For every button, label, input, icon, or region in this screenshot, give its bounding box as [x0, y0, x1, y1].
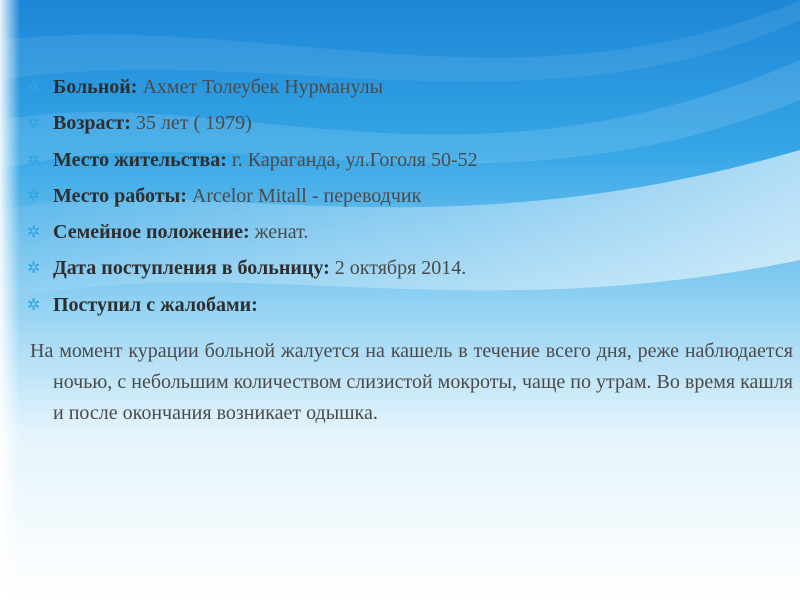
bullet-label: Место работы:: [53, 184, 187, 207]
bullet-marker-icon: ✲: [27, 258, 41, 278]
bullet-marker-icon: ✲: [27, 113, 41, 133]
bullet-residence: [27, 146, 770, 182]
bullet-admission-date: [27, 254, 770, 290]
bullet-label: Поступил с жалобами:: [53, 293, 258, 316]
bullet-workplace: [27, 182, 770, 218]
bullet-marker-icon: ✲: [27, 185, 41, 205]
bullet-value: женат.: [249, 221, 309, 244]
bullet-value: 2 октября 2014.: [329, 257, 467, 280]
bullet-label: Больной:: [53, 76, 138, 98]
bullet-label: Возраст:: [53, 112, 131, 135]
bullet-label: Дата поступления в больницу:: [53, 257, 330, 280]
complaint-paragraph: На момент курации больной жалуется на кашель в течение всего дня, реже наблюдается ночью, с небольшим количеством слизистой мокроты, чаще по утрам. Во время кашля и после окончания возникает одышка.: [30, 340, 793, 424]
bullet-label: Место жительства:: [53, 148, 227, 171]
bullet-marker-icon: ✲: [27, 222, 41, 242]
bullet-marker-icon: ✲: [27, 77, 41, 96]
bullet-marital-status: [27, 218, 770, 254]
bullet-value: 35 лет ( 1979): [130, 112, 252, 135]
bullet-value: г. Караганда, ул.Гоголя 50-52: [226, 148, 478, 171]
bullet-value: Arcelor Mitall - переводчик: [186, 184, 422, 207]
bullet-patient-name: [27, 73, 770, 109]
bullet-marker-icon: ✲: [27, 294, 41, 314]
bullet-age: [27, 109, 770, 145]
bullet-marker-icon: ✲: [27, 149, 41, 169]
patient-info-list: [27, 73, 770, 327]
bullet-complaints-heading: [27, 291, 770, 327]
bullet-label: Семейное положение:: [53, 221, 250, 244]
bullet-value: Ахмет Толеубек Нурманулы: [137, 76, 384, 98]
